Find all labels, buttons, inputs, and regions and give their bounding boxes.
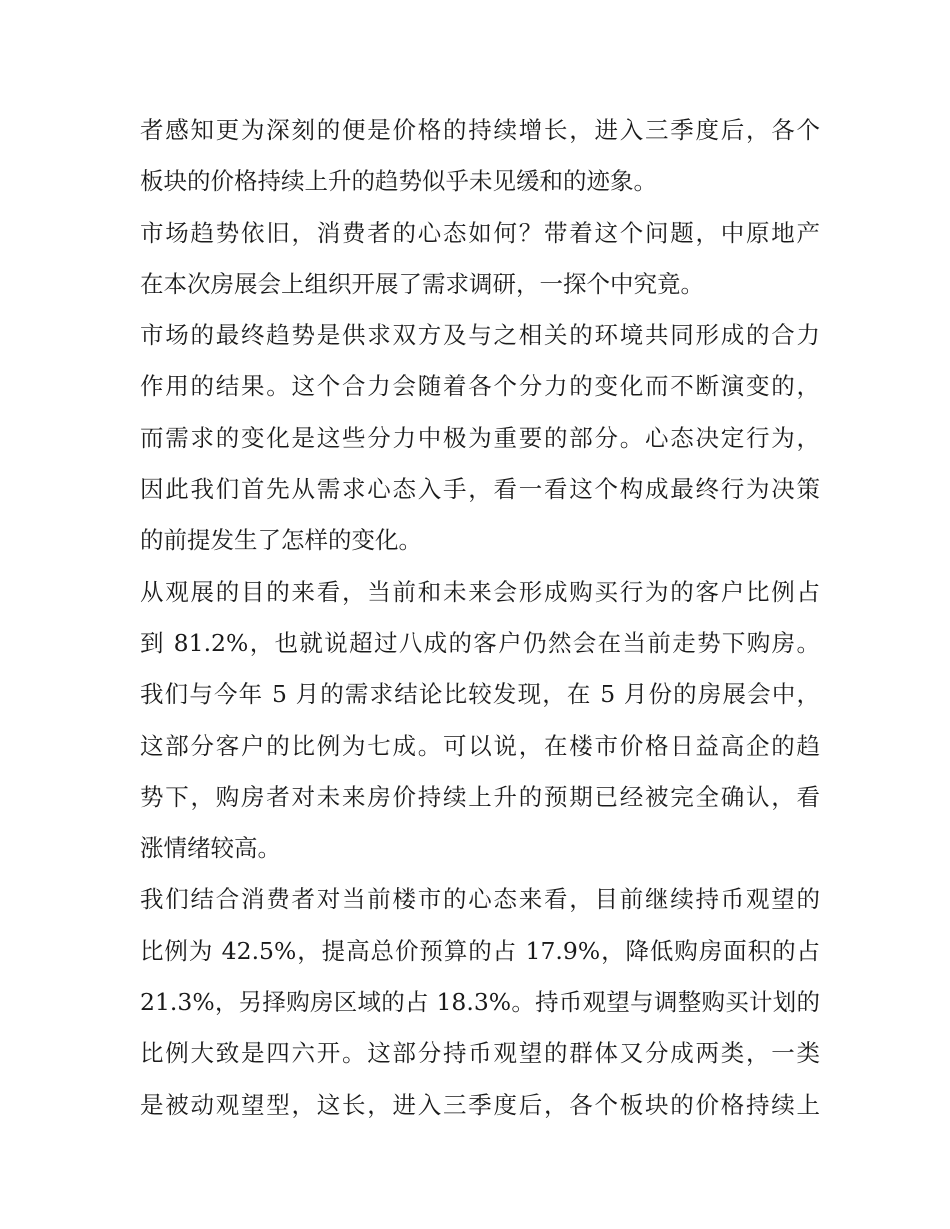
text-line: 21.3%，另择购房区域的占 18.3%。持币观望与调整购买计划的 bbox=[140, 988, 820, 1017]
text-line: 我们与今年 5 月的需求结论比较发现，在 5 月份的房展会中， bbox=[140, 680, 820, 709]
text-line: 作用的结果。这个合力会随着各个分力的变化而不断演变的， bbox=[140, 372, 820, 401]
text-line: 的前提发生了怎样的变化。 bbox=[140, 526, 422, 555]
text-line: 者感知更为深刻的便是价格的持续增长，进入三季度后，各个 bbox=[140, 116, 820, 144]
text-line: 涨情绪较高。 bbox=[140, 834, 281, 863]
text-line: 比例为 42.5%，提高总价预算的占 17.9%，降低购房面积的占 bbox=[140, 936, 820, 965]
text-line: 在本次房展会上组织开展了需求调研，一探个中究竟。 bbox=[140, 269, 704, 298]
text-line: 是被动观望型，这长，进入三季度后，各个板块的价格持续上 bbox=[140, 1090, 820, 1119]
text-line: 我们结合消费者对当前楼市的心态来看，目前继续持币观望的 bbox=[140, 885, 820, 914]
text-line: 板块的价格持续上升的趋势似乎未见缓和的迹象。 bbox=[140, 167, 657, 196]
text-line: 比例大致是四六开。这部分持币观望的群体又分成两类，一类 bbox=[140, 1039, 820, 1068]
text-line: 市场的最终趋势是供求双方及与之相关的环境共同形成的合力 bbox=[140, 321, 820, 350]
text-line: 市场趋势依旧，消费者的心态如何？带着这个问题，中原地产 bbox=[140, 218, 820, 247]
text-line: 而需求的变化是这些分力中极为重要的部分。心态决定行为， bbox=[140, 423, 820, 452]
text-line: 因此我们首先从需求心态入手，看一看这个构成最终行为决策 bbox=[140, 475, 820, 504]
text-line: 从观展的目的来看，当前和未来会形成购买行为的客户比例占 bbox=[140, 577, 820, 606]
text-line: 到 81.2%，也就说超过八成的客户仍然会在当前走势下购房。 bbox=[140, 628, 820, 657]
text-line: 势下，购房者对未来房价持续上升的预期已经被完全确认，看 bbox=[140, 782, 820, 811]
body-text bbox=[140, 105, 820, 1131]
text-line: 这部分客户的比例为七成。可以说，在楼市价格日益高企的趋 bbox=[140, 731, 820, 760]
